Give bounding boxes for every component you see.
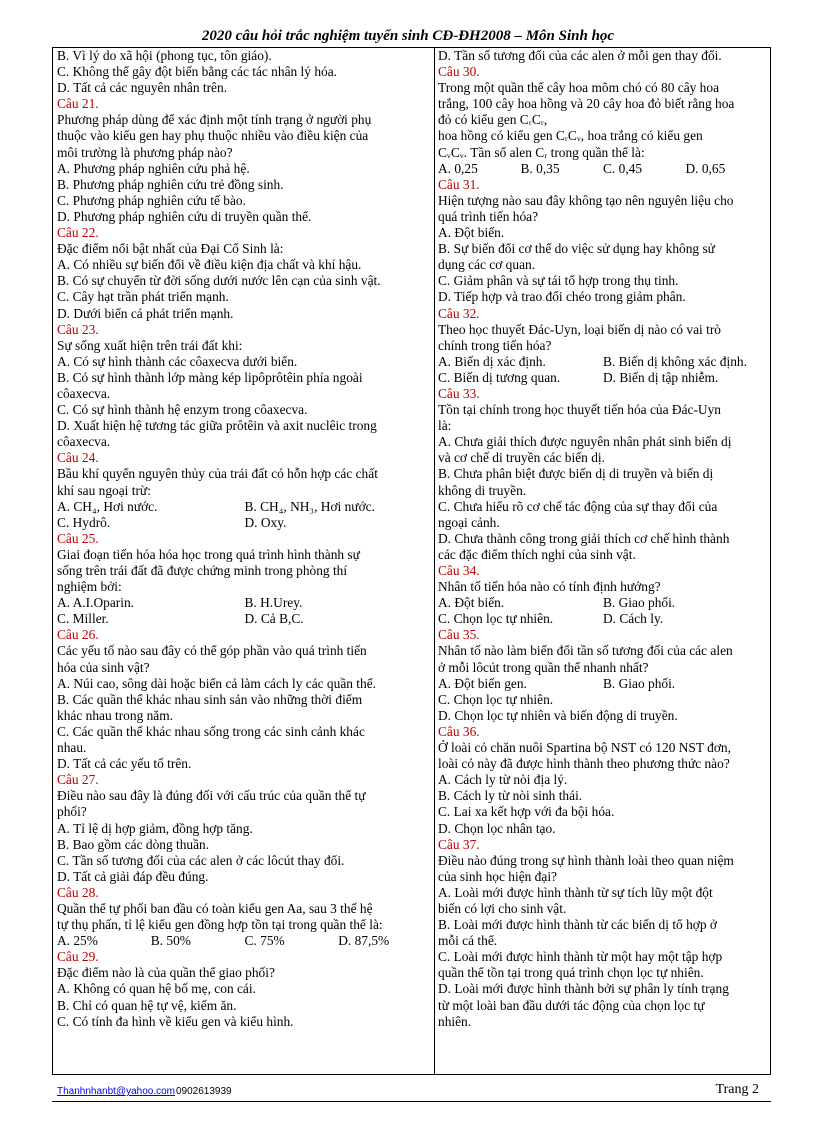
text-line: B. Vì lý do xã hội (phong tục, tôn giáo).: [57, 48, 272, 63]
question-label: Câu 23.: [57, 321, 99, 337]
text-line: phối?: [57, 804, 87, 820]
text-line: D. Tất cả các yếu tố trên.: [57, 756, 192, 772]
footer-phone: 0902613939: [176, 1086, 232, 1097]
text-line: Trong một quần thể cây hoa mõm chó có 80 cây hoa: [438, 80, 720, 96]
text-line: nghiệm bởi:: [57, 579, 122, 595]
text-line: A. Phương pháp nghiên cứu phả hệ.: [57, 160, 250, 176]
text-line: quá trình tiến hóa?: [438, 208, 539, 224]
text-line: Quần thể tự phối ban đầu có toàn kiểu gen Aa, sau 3 thế hệ: [57, 900, 373, 916]
answer-row: [438, 161, 768, 177]
answer-option: A. 0,25: [438, 160, 478, 176]
answer-option: A. CH₄, Hơi nước.: [57, 498, 158, 514]
text-line: A. Tỉ lệ dị hợp giảm, đồng hợp tăng.: [57, 820, 253, 836]
text-line: B. Chưa phân biệt được biến dị di truyền và biến dị: [438, 466, 714, 482]
text-line: C. Tần số tương đối của các alen ở các lôcút thay đổi.: [57, 852, 345, 868]
answer-row: [438, 595, 768, 611]
text-line: Theo học thuyết Đác-Uyn, loại biến dị nào có vai trò: [438, 321, 721, 337]
text-line: D. Tất cả giải đáp đều đúng.: [57, 868, 209, 884]
answer-option: C. 75%: [244, 933, 285, 949]
answer-option: C. Hydrô.: [57, 514, 111, 530]
answer-row: [438, 370, 768, 386]
footer-email-link[interactable]: Thanhnhanbt@yahoo.com: [57, 1086, 176, 1097]
answer-option: D. Oxy.: [244, 514, 287, 530]
answer-option: A. Đột biến gen.: [438, 675, 527, 691]
text-line: biến có lợi cho sinh vật.: [438, 900, 567, 916]
text-line: ở mỗi lôcút trong quần thể nhanh nhất?: [438, 659, 649, 675]
answer-option: D. Biến dị tập nhiễm.: [603, 369, 719, 385]
text-line: Đặc điểm nổi bật nhất của Đại Cổ Sinh là:: [57, 241, 284, 257]
text-line: Đặc điểm nào là của quần thể giao phối?: [57, 965, 275, 981]
text-line: nhiên.: [438, 1013, 472, 1029]
text-line: loài cỏ này đã được hình thành theo phương thức nào?: [438, 756, 730, 772]
answer-option: B. H.Urey.: [244, 595, 303, 611]
text-line: B. Chỉ có quan hệ tự vệ, kiếm ăn.: [57, 997, 237, 1013]
text-line: Giai đoạn tiến hóa hóa học trong quá trình hình thành sự: [57, 546, 360, 562]
text-line: C. Phương pháp nghiên cứu tế bào.: [57, 192, 246, 208]
text-line: không di truyền.: [438, 482, 527, 498]
answer-row: [57, 595, 432, 611]
question-label: Câu 25.: [57, 530, 99, 546]
answer-row: [438, 676, 768, 692]
text-line: các đặc điểm thích nghi của sinh vật.: [438, 546, 636, 562]
question-label: Câu 21.: [57, 96, 99, 112]
text-line: Nhân tố tiến hóa nào có tính định hướng?: [438, 579, 661, 595]
text-line: hoa hồng có kiểu gen CᵣCᵥ, hoa trắng có kiểu gen: [438, 128, 703, 144]
answer-option: B. CH₄, NH₃, Hơi nước.: [244, 498, 375, 514]
answer-option: D. 87,5%: [338, 933, 390, 949]
text-line: Các yếu tố nào sau đây có thể góp phần vào quá trình tiến: [57, 643, 367, 659]
text-line: D. Tiếp hợp và trao đổi chéo trong giảm phân.: [438, 289, 686, 305]
text-line: Điều nào đúng trong sự hình thành loài theo quan niệm: [438, 852, 734, 868]
text-line: B. Cách ly từ nòi sinh thái.: [438, 788, 583, 804]
answer-row: [57, 611, 432, 627]
question-label: Câu 24.: [57, 450, 99, 466]
answer-option: B. 50%: [150, 933, 191, 949]
text-line: Tồn tại chính trong học thuyết tiến hóa của Đác-Uyn: [438, 402, 721, 418]
text-line: C. Chưa hiểu rõ cơ chế tác động của sự thay đổi của: [438, 498, 718, 514]
answer-option: A. Đột biến.: [438, 595, 505, 611]
text-line: A. Đột biến.: [438, 225, 505, 241]
text-line: chính trong tiến hóa?: [438, 337, 552, 353]
answer-option: B. Giao phối.: [603, 595, 676, 611]
text-line: sống trên trái đất đã được chứng minh trong phòng thí: [57, 563, 348, 578]
answer-option: C. Miller.: [57, 611, 109, 627]
text-line: D. Loài mới được hình thành bởi sự phân ly tính trạng: [438, 981, 729, 997]
text-line: D. Chưa thành công trong giải thích cơ chế hình thành: [438, 530, 730, 546]
text-line: ngoại cảnh.: [438, 514, 500, 530]
answer-row: [57, 499, 432, 515]
text-line: D. Dưới biển cá phát triển mạnh.: [57, 305, 234, 321]
answer-option: A. 25%: [57, 933, 98, 949]
text-line: môi trường là phương pháp nào?: [57, 144, 233, 160]
text-line: dụng các cơ quan.: [438, 257, 536, 273]
page-number: Trang 2: [715, 1082, 759, 1097]
answer-option: C. Chọn lọc tự nhiên.: [438, 611, 554, 627]
text-line: côaxecva.: [57, 434, 111, 450]
question-label: Câu 26.: [57, 627, 99, 643]
text-line: D. Chọn lọc nhân tạo.: [438, 820, 556, 836]
text-line: nhau.: [57, 740, 87, 756]
question-label: Câu 29.: [57, 949, 99, 965]
text-line: Ở loài cỏ chăn nuôi Spartina bộ NST có 120 NST đơn,: [438, 740, 731, 756]
question-label: Câu 34.: [438, 563, 480, 578]
text-line: A. Có sự hình thành các côaxecva dưới biển.: [57, 353, 298, 369]
page-title: 2020 câu hỏi trắc nghiệm tuyển sinh CĐ-ĐH2008 – Môn Sinh học: [201, 28, 615, 44]
question-label: Câu 30.: [438, 64, 480, 80]
text-line: B. Loài mới được hình thành từ các biến dị tổ hợp ở: [438, 917, 717, 933]
text-line: là:: [438, 418, 452, 434]
question-label: Câu 32.: [438, 305, 480, 321]
text-line: CᵥCᵥ. Tần số alen Cᵣ trong quần thể là:: [438, 144, 645, 160]
text-line: B. Sự biến đổi cơ thể do việc sử dụng hay không sử: [438, 241, 715, 257]
text-line: C. Cây hạt trần phát triển mạnh.: [57, 289, 229, 305]
column-divider: [434, 47, 435, 1075]
text-line: C. Có tính đa hình về kiểu gen và kiểu hình.: [57, 1013, 294, 1029]
text-line: Bầu khí quyển nguyên thủy của trái đất có hỗn hợp các chất: [57, 466, 378, 482]
answer-option: B. 0,35: [520, 160, 560, 176]
text-line: C. Có sự hình thành hệ enzym trong côaxecva.: [57, 402, 308, 418]
text-line: A. Núi cao, sông dài hoặc biển cả làm cách ly các quần thể.: [57, 675, 377, 691]
right-column: [438, 48, 768, 1074]
text-line: của sinh học hiện đại?: [438, 868, 557, 884]
left-column: [57, 48, 432, 1074]
text-line: Điều nào sau đây là đúng đối với cấu trúc của quần thể tự: [57, 788, 366, 804]
answer-option: D. Cách ly.: [603, 611, 664, 627]
text-line: C. Lai xa kết hợp với đa bội hóa.: [438, 804, 615, 820]
question-label: Câu 27.: [57, 772, 99, 788]
answer-row: [57, 933, 432, 949]
answer-option: B. Giao phối.: [603, 675, 676, 691]
text-line: khác nhau trong năm.: [57, 707, 174, 723]
text-line: C. Giảm phân và sự tái tổ hợp trong thụ tinh.: [438, 273, 679, 289]
text-line: tự thụ phấn, tỉ lệ kiểu gen đồng hợp tồn tại trong quần thể là:: [57, 917, 383, 933]
text-line: B. Có sự hình thành lớp màng kép lipôprôtêin phía ngoài: [57, 369, 363, 385]
answer-option: B. Biến dị không xác định.: [603, 353, 747, 369]
text-line: Phương pháp dùng để xác định một tính trạng ở người phụ: [57, 112, 372, 128]
text-line: B. Bao gồm các dòng thuần.: [57, 836, 210, 852]
text-line: C. Chọn lọc tự nhiên.: [438, 691, 554, 707]
question-label: Câu 28.: [57, 884, 99, 900]
answer-option: D. 0,65: [685, 160, 726, 176]
text-line: D. Tần số tương đối của các alen ở mỗi gen thay đổi.: [438, 48, 722, 63]
answer-row: [438, 611, 768, 627]
answer-option: C. Biến dị tương quan.: [438, 369, 561, 385]
text-line: A. Chưa giải thích được nguyên nhân phát sinh biến dị: [438, 434, 732, 450]
answer-option: D. Cả B,C.: [244, 611, 304, 627]
question-label: Câu 22.: [57, 225, 99, 241]
text-line: D. Phương pháp nghiên cứu di truyền quần thể.: [57, 208, 312, 224]
text-line: đỏ có kiểu gen CᵣCᵣ,: [438, 112, 548, 128]
text-line: A. Cách ly từ nòi địa lý.: [438, 772, 568, 788]
text-line: từ một loài ban đầu dưới tác động của chọn lọc tự: [438, 997, 705, 1013]
text-line: C. Các quần thể khác nhau sống trong các sinh cảnh khác: [57, 723, 365, 739]
text-line: B. Các quần thể khác nhau sinh sản vào những thời điểm: [57, 691, 363, 707]
answer-option: A. Biến dị xác định.: [438, 353, 546, 369]
text-line: hóa của sinh vật?: [57, 659, 150, 675]
text-line: B. Phương pháp nghiên cứu trẻ đồng sinh.: [57, 176, 284, 192]
answer-row: [57, 515, 432, 531]
question-label: Câu 33.: [438, 385, 480, 401]
text-line: mỗi cá thể.: [438, 933, 498, 949]
text-line: và cơ chế di truyền các biến dị.: [438, 450, 605, 466]
footer-rule: [52, 1101, 771, 1102]
text-line: D. Tất cả các nguyên nhân trên.: [57, 80, 228, 96]
text-line: trắng, 100 cây hoa hồng và 20 cây hoa đỏ biết rằng hoa: [438, 96, 735, 112]
text-line: Sự sống xuất hiện trên trái đất khi:: [57, 337, 243, 353]
text-line: C. Loài mới được hình thành từ một hay một tập hợp: [438, 949, 723, 965]
answer-option: A. A.I.Oparin.: [57, 595, 134, 611]
text-line: thuộc vào kiểu gen hay phụ thuộc nhiều vào điều kiện của: [57, 128, 369, 144]
text-line: A. Loài mới được hình thành từ sự tích lũy một đột: [438, 884, 713, 900]
text-line: B. Có sự chuyển từ đời sống dưới nước lên cạn của sinh vật.: [57, 273, 381, 289]
question-label: Câu 35.: [438, 627, 480, 643]
text-line: C. Không thể gây đột biến bằng các tác nhân lý hóa.: [57, 64, 338, 80]
text-line: Nhân tố nào làm biến đổi tần số tương đối của các alen: [438, 643, 733, 659]
text-line: A. Có nhiều sự biến đổi về điều kiện địa chất và khí hậu.: [57, 257, 362, 273]
answer-row: [438, 354, 768, 370]
text-line: côaxecva.: [57, 385, 111, 401]
text-line: D. Xuất hiện hệ tương tác giữa prôtêin và axit nuclêic trong: [57, 418, 377, 434]
text-line: Hiện tượng nào sau đây không tạo nên nguyên liệu cho: [438, 192, 734, 208]
question-label: Câu 37.: [438, 836, 480, 852]
text-line: A. Không có quan hệ bố mẹ, con cái.: [57, 981, 256, 997]
question-label: Câu 31.: [438, 176, 480, 192]
answer-option: C. 0,45: [603, 160, 643, 176]
question-label: Câu 36.: [438, 723, 480, 739]
text-line: khí sau ngoại trừ:: [57, 482, 151, 498]
text-line: D. Chọn lọc tự nhiên và biến động di truyền.: [438, 707, 678, 723]
text-line: quần thể tồn tại trong quá trình chọn lọc tự nhiên.: [438, 965, 704, 981]
